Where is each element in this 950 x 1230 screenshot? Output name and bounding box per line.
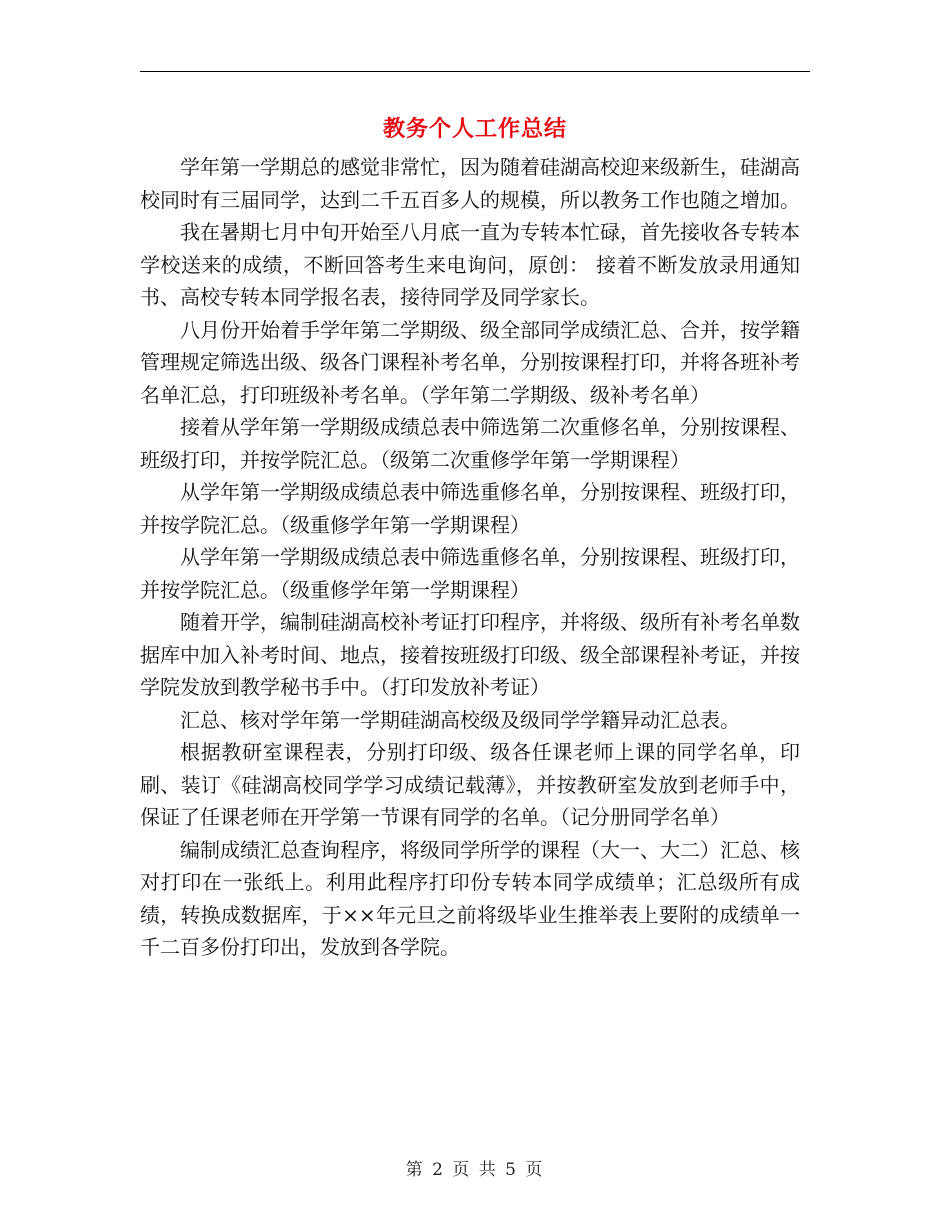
- document-title: 教务个人工作总结: [382, 116, 567, 142]
- paragraph: 从学年第一学期级成绩总表中筛选重修名单，分别按课程、班级打印，并按学院汇总。（级重修学年第一学期课程）: [140, 545, 800, 602]
- paragraph: 随着开学，编制硅湖高校补考证打印程序，并将级、级所有补考名单数据库中加入补考时间、地点，接着按班级打印级、级全部课程补考证，并按学院发放到教学秘书手中。（打印发放补考证）: [140, 610, 800, 699]
- paragraph: 编制成绩汇总查询程序，将级同学所学的课程（大一、大二）汇总、核对打印在一张纸上。利用此程序打印份专转本同学成绩单；汇总级所有成绩，转换成数据库，于××年元旦之前将级毕业生推举表上要附的成绩单一千二百多份打印出，发放到各学院。: [140, 837, 800, 959]
- paragraph: 从学年第一学期级成绩总表中筛选重修名单，分别按课程、班级打印，并按学院汇总。（级重修学年第一学期课程）: [140, 480, 800, 537]
- header-rule: [140, 71, 810, 72]
- paragraph: 我在暑期七月中旬开始至八月底一直为专转本忙碌，首先接收各专转本学校送来的成绩，不断回答考生来电询问，原创： 接着不断发放录用通知书、高校专转本同学报名表，接待同学及同学家长。: [140, 220, 800, 309]
- paragraph: 八月份开始着手学年第二学期级、级全部同学成绩汇总、合并，按学籍管理规定筛选出级、级各门课程补考名单，分别按课程打印，并将各班补考名单汇总，打印班级补考名单。（学年第二学期级、级补考名单）: [140, 317, 800, 407]
- document-body: [140, 151, 800, 964]
- page-number: 第 2 页 共 5 页: [405, 1160, 545, 1180]
- paragraph: 汇总、核对学年第一学期硅湖高校级及级同学学籍异动汇总表。: [180, 707, 740, 732]
- paragraph: 学年第一学期总的感觉非常忙，因为随着硅湖高校迎来级新生，硅湖高校同时有三届同学，达到二千五百多人的规模，所以教务工作也随之增加。: [140, 155, 800, 212]
- paragraph: 接着从学年第一学期级成绩总表中筛选第二次重修名单，分别按课程、班级打印，并按学院汇总。（级第二次重修学年第一学期课程）: [140, 415, 800, 472]
- paragraph: 根据教研室课程表，分别打印级、级各任课老师上课的同学名单，印刷、装订《硅湖高校同学学习成绩记载薄》，并按教研室发放到老师手中，保证了任课老师在开学第一节课有同学的名单。（记分册同学名单）: [140, 740, 800, 829]
